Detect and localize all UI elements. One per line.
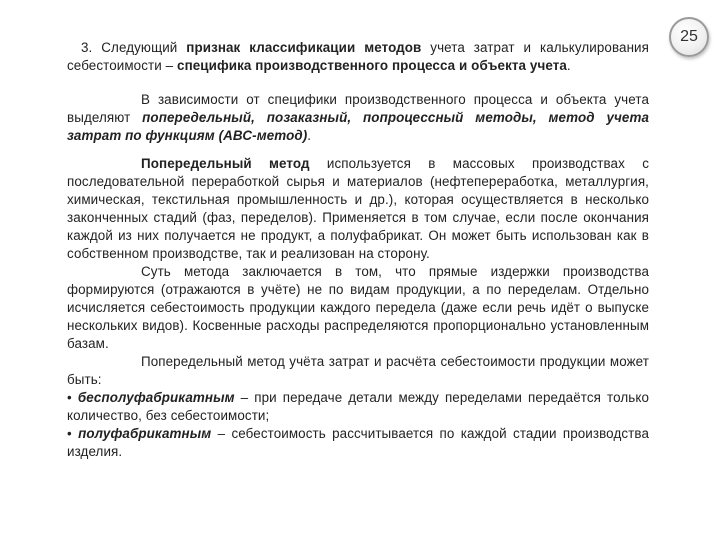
bullet-text: – себестоимость рассчитывается по каждой стадии производства изделия. <box>67 426 649 459</box>
bullet-item-2 <box>67 425 649 461</box>
p3-text: используется в массовых производствах с последовательной переработкой сырья и материалов (нефтепереработка, металлургия, химическая, текстильная промышленность и др.), которая осуществляется в несколько законченных стадий (фаз, переделов). Применяется в том случае, если после окончания каждой из них получается не продукт, а полуфабрикат. Он может быть использован как в собственном производстве, так и реализован на сторону. <box>67 156 650 261</box>
p1-text-2: учета затрат и калькулирования себестоимости – <box>67 40 649 73</box>
p5-text: Попередельный метод учёта затрат и расчёта себестоимости продукции может быть: <box>67 354 649 387</box>
p1-text-3: . <box>566 58 571 73</box>
bullet-term: полуфабрикатным <box>78 426 212 441</box>
bullet-term: бесполуфабрикатным <box>77 390 235 405</box>
p1-bold-1: признак классификации методов <box>186 40 422 55</box>
paragraph-variants <box>67 353 649 389</box>
paragraph-process-method <box>67 155 649 263</box>
p2-text-2: . <box>307 128 312 143</box>
bullet-marker: • <box>67 390 78 405</box>
bullet-item-1 <box>67 389 649 425</box>
p1-text-1: Следующий <box>92 40 187 55</box>
paragraph-classification <box>67 39 649 75</box>
p2-bold-italic-methods: попередельный, позаказный, попроцессный методы, метод учета затрат по функциям (АВС-метод) <box>67 110 649 143</box>
bullet-text: – при передаче детали между переделами передаётся только количество, без себестоимости; <box>67 390 649 423</box>
bullet-marker: • <box>67 426 79 441</box>
document-body <box>67 39 649 461</box>
item-number: 3. <box>81 40 93 55</box>
p3-bold-term: Попередельный метод <box>141 156 310 171</box>
p1-bold-2: специфика производственного процесса и объекта учета <box>177 58 567 73</box>
p4-text: Суть метода заключается в том, что прямые издержки производства формируются (отражаются в учёте) не по видам продукции, а по переделам. Отдельно исчисляется себестоимость продукции каждого передела (даже если речь идёт о выпуске нескольких видов). Косвенные расходы распределяются пропорционально установленным базам. <box>67 264 649 351</box>
paragraph-essence <box>67 263 649 353</box>
paragraph-methods <box>67 91 649 145</box>
p2-text-1: В зависимости от специфики производственного процесса и объекта учета выделяют <box>67 92 649 125</box>
page-number-badge <box>669 17 709 57</box>
page-number: 25 <box>680 28 698 45</box>
